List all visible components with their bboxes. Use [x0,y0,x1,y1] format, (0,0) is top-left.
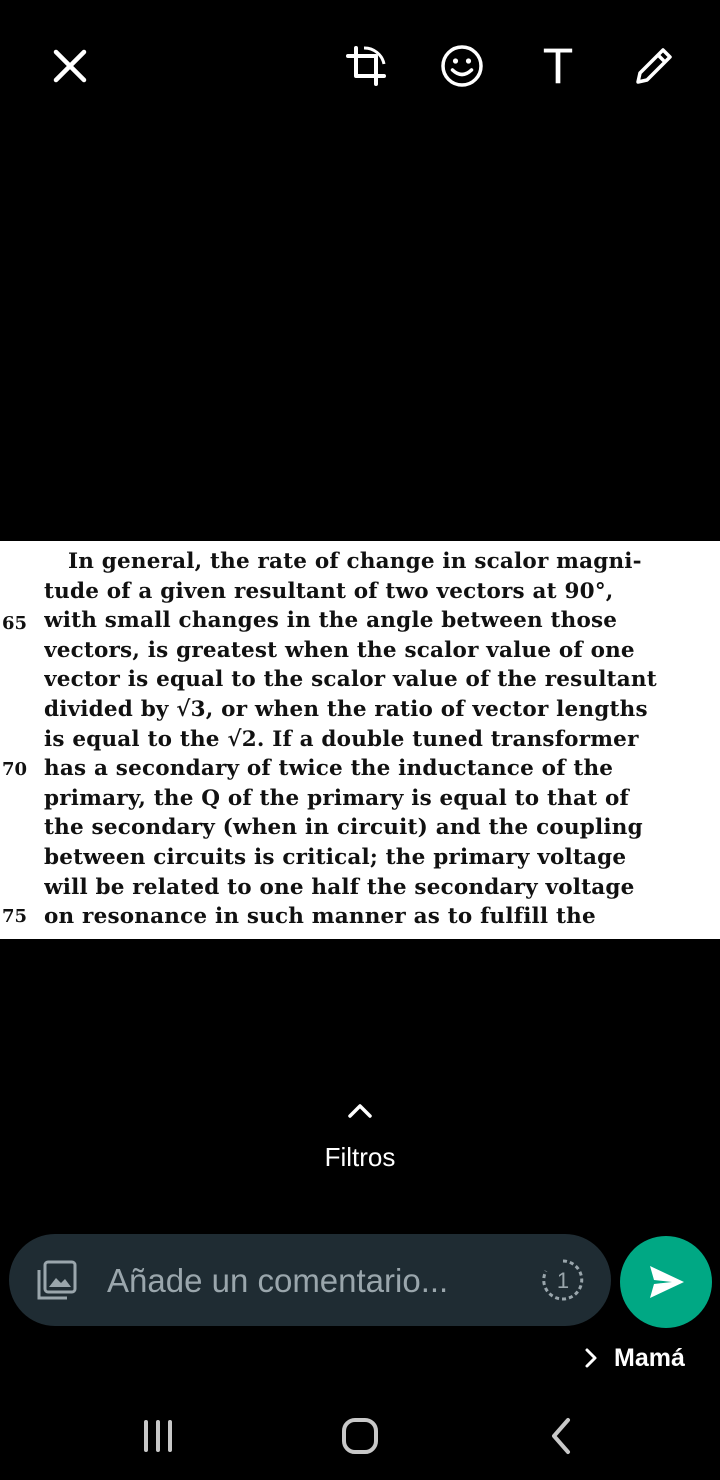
text-line: is equal to the √2. If a double tuned transformer [44,726,639,752]
text-line: vector is equal to the scalor value of the resultant [44,667,657,693]
send-button[interactable] [620,1236,712,1328]
margin-number: 70 [2,759,28,780]
filters-label: Filtros [324,1142,396,1172]
text-line: tude of a given resultant of two vectors at 90°, [44,578,614,604]
margin-number: 75 [2,906,28,927]
text-tool-icon: T [542,38,574,94]
margin-number: 65 [2,613,28,634]
document-text [44,547,684,932]
text-line: on resonance in such manner as to fulfill the [44,904,596,930]
view-once-label: 1 [556,1268,570,1293]
filters-handle[interactable] [0,1098,720,1173]
text-line: vectors, is greatest when the scalor value of one [44,637,635,663]
crop-rotate-icon [344,44,388,88]
comment-input[interactable] [105,1252,529,1310]
view-once-icon[interactable] [541,1258,585,1302]
recipient-chip[interactable] [580,1340,685,1376]
text-line: has a secondary of twice the inductance of the [44,756,614,782]
text-line: will be related to one half the secondary voltage [44,874,635,900]
text-line: In general, the rate of change in scalor magni- [68,549,642,574]
recents-icon [138,1416,178,1456]
send-icon [644,1260,688,1304]
crop-button[interactable] [338,38,394,94]
gallery-icon[interactable] [35,1258,79,1302]
text-button[interactable] [530,38,586,94]
emoji-icon [440,44,484,88]
pencil-icon [632,44,676,88]
sticker-button[interactable] [434,38,490,94]
home-button[interactable] [330,1406,390,1466]
recipient-name: Mamá [614,1343,685,1372]
home-icon [340,1416,380,1456]
recents-button[interactable] [128,1406,188,1466]
editor-toolbar [0,0,720,130]
text-line: between circuits is critical; the primary voltage [44,844,627,870]
text-line: with small changes in the angle between those [44,608,618,634]
chevron-up-icon [345,1098,375,1122]
comment-composer [9,1234,611,1326]
close-icon [48,44,92,88]
draw-button[interactable] [626,38,682,94]
system-nav-bar [0,1392,720,1480]
back-button[interactable] [532,1406,592,1466]
text-line: divided by √3, or when the ratio of vector lengths [44,696,648,722]
text-line: primary, the Q of the primary is equal to that of [44,785,629,811]
photo-preview [0,541,720,939]
close-button[interactable] [42,38,98,94]
text-line: the secondary (when in circuit) and the coupling [44,815,643,841]
chevron-right-icon [580,1347,602,1369]
back-icon [542,1416,582,1456]
